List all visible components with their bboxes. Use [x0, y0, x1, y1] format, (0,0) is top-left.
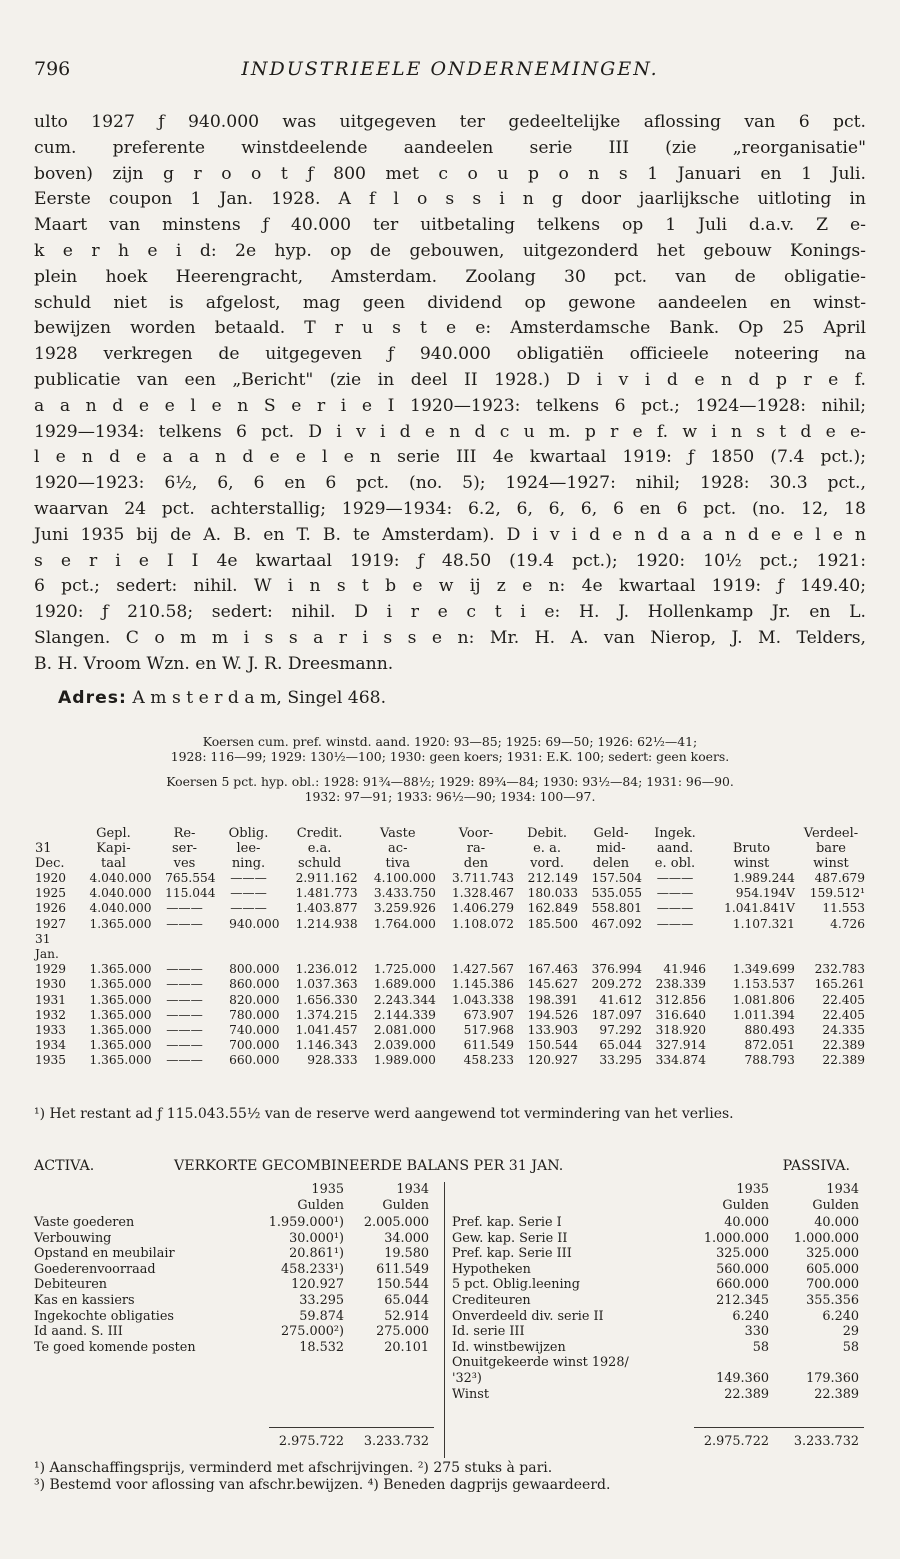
body-line: B. H. Vroom Wzn. en W. J. R. Dreesmann. [34, 653, 394, 674]
table-cell: 212.149 [527, 871, 579, 885]
share-price-line: Koersen cum. pref. winstd. aand. 1920: 93—85; 1925: 69—50; 1926: 62½—41; [202, 734, 698, 749]
table-cell: 1.989.000 [373, 1053, 436, 1068]
activa-item: Te goed komende posten [34, 1339, 196, 1355]
total-rule [269, 1427, 434, 1428]
body-line: s e r i e I I 4e kwartaal 1919: ƒ 48.50 (19.4 pct.); 1920: 10½ pct.; 1921: [34, 550, 866, 571]
table-cell: ——— [656, 901, 694, 916]
period-label: 31 [35, 931, 51, 946]
table-cell: 2.081.000 [373, 1023, 436, 1038]
table-cell: 1.107.321 [732, 916, 795, 931]
table-cell: 22.405 [822, 1007, 865, 1022]
activa-1934: 611.549 [376, 1261, 429, 1277]
table-row [34, 886, 866, 901]
table-cell: 180.033 [527, 886, 579, 901]
page-number: 796 [34, 58, 71, 80]
body-line: 1928 verkregen de uitgegeven ƒ 940.000 obligatiën officieele noteering na [34, 344, 866, 365]
unit-header: Gulden [297, 1198, 344, 1213]
footnotes [34, 1460, 866, 1494]
table-cell: 238.339 [655, 977, 706, 992]
column-header: e. a. [533, 841, 561, 856]
table-cell: 673.907 [463, 1007, 515, 1022]
activa-1934: 2.005.000 [363, 1215, 429, 1230]
column-header: ac- [388, 841, 408, 856]
column-header: Re- [173, 826, 196, 841]
year-header: 1934 [826, 1182, 859, 1197]
passiva-item: Crediteuren [452, 1293, 531, 1308]
table-cell: 1.153.537 [732, 977, 795, 992]
table-cell: 558.801 [591, 901, 643, 916]
table-cell: ——— [656, 886, 694, 901]
table-cell: 611.549 [463, 1038, 515, 1053]
body-line: l e n d e a a n d e e l e n serie III 4e kwartaal 1919: ƒ 1850 (7.4 pct.); [34, 447, 866, 468]
table-cell: 327.914 [655, 1038, 706, 1053]
passiva-1934: 58 [842, 1339, 859, 1355]
column-header: Verdeel- [803, 826, 859, 841]
table-cell: 133.903 [527, 1023, 579, 1038]
activa-1935: 275.000²) [280, 1324, 344, 1340]
table-cell: 318.920 [655, 1023, 706, 1038]
activa-item: Id aand. S. III [34, 1324, 123, 1340]
table-cell: 4.100.000 [373, 871, 436, 885]
table-cell: 1.041.457 [295, 1023, 358, 1038]
passiva-1935: 1.000.000 [703, 1230, 769, 1246]
passiva-1935: 325.000 [716, 1246, 769, 1262]
activa-1935: 1.959.000¹) [268, 1215, 344, 1230]
activa-item: Vaste goederen [34, 1215, 135, 1230]
activa-1934: 65.044 [384, 1293, 429, 1308]
column-header: winst [733, 856, 770, 871]
table-cell: 1.043.338 [452, 992, 515, 1007]
column-header: taal [100, 856, 126, 871]
body-line: 6 pct.; sedert: nihil. W i n s t b e w ij z e n: 4e kwartaal 1919: ƒ 149.40; [34, 576, 866, 597]
table-cell: ——— [166, 962, 203, 977]
table-cell: 740.000 [229, 1023, 280, 1038]
table-cell: 2.243.344 [373, 992, 436, 1007]
table-cell: 120.927 [527, 1053, 579, 1068]
table-cell: 22.405 [822, 992, 865, 1007]
activa-item: Debiteuren [34, 1277, 108, 1293]
table-cell: 940.000 [229, 916, 280, 931]
table-cell: 1.365.000 [89, 1023, 152, 1038]
passiva-item: '32³) [452, 1371, 482, 1386]
table-cell: 765.554 [165, 871, 216, 885]
table-cell: 1927 [35, 916, 67, 931]
table-cell: 4.040.000 [89, 871, 152, 885]
activa-1935: 33.295 [299, 1293, 344, 1308]
activa-total-1934: 3.233.732 [363, 1434, 429, 1449]
passiva-item: 5 pct. Oblig.leening [452, 1277, 580, 1293]
table-cell: 4.040.000 [89, 886, 152, 901]
passiva-1935: 58 [752, 1339, 769, 1355]
unit-header: Gulden [722, 1198, 769, 1213]
activa-1935: 18.532 [299, 1339, 344, 1355]
table-cell: 65.044 [599, 1038, 643, 1053]
activa-1934: 150.544 [376, 1277, 429, 1293]
passiva-1935: 660.000 [716, 1277, 769, 1293]
table-cell: 11.553 [822, 901, 865, 916]
column-header: winst [813, 856, 849, 871]
period-label: Jan. [35, 947, 59, 962]
activa-1935: 30.000¹) [289, 1230, 344, 1246]
activa-1934: 20.101 [384, 1339, 429, 1355]
table-cell: 1.146.343 [295, 1038, 358, 1053]
body-line: 1929—1934: telkens 6 pct. D i v i d e n d c u m. p r e f. w i n s t d e e- [34, 421, 866, 442]
column-header: Kapi- [96, 841, 131, 856]
table-cell: 198.391 [527, 992, 579, 1007]
body-line: bewijzen worden betaald. T r u s t e e: Amsterdamsche Bank. Op 25 April [34, 318, 866, 339]
table-cell: ——— [230, 901, 267, 916]
table-cell: 1930 [35, 977, 67, 992]
table-row [34, 901, 866, 916]
table-cell: 1.328.467 [452, 886, 515, 901]
table-cell: 820.000 [229, 992, 280, 1007]
table-cell: 187.097 [591, 1007, 643, 1022]
activa-1935: 120.927 [291, 1277, 344, 1293]
column-header: Vaste [379, 826, 416, 841]
passiva-item: Winst [452, 1386, 489, 1402]
passiva-1935: 560.000 [716, 1261, 769, 1277]
share-price-line: 1928: 116—99; 1929: 130½—100; 1930: geen koers; 1931: E.K. 100; sedert: geen koers. [170, 749, 730, 764]
column-header: ves [173, 856, 196, 871]
table-row [34, 917, 866, 932]
table-cell: ——— [230, 886, 267, 901]
footnote-line: ³) Bestemd voor aflossing van afschr.bewijzen. ⁴) Beneden dagprijs gewaardeerd. [34, 1477, 611, 1493]
body-line: 1920: ƒ 210.58; sedert: nihil. D i r e c t i e: H. J. Hollenkamp Jr. en L. [34, 602, 866, 623]
table-cell: 1929 [35, 962, 67, 977]
table-cell: 2.039.000 [373, 1038, 436, 1053]
column-header: delen [592, 856, 630, 871]
body-line: 1920—1923: 6½, 6, 6 en 6 pct. (no. 5); 1924—1927: nihil; 1928: 30.3 pct., [34, 473, 866, 494]
table-cell: 22.389 [822, 1053, 865, 1068]
body-line: waarvan 24 pct. achterstallig; 1929—1934: 6.2, 6, 6, 6, 6 en 6 pct. (no. 12, 18 [34, 498, 866, 519]
activa-title: ACTIVA. [34, 1158, 95, 1174]
table-cell: ——— [656, 871, 694, 885]
body-paragraph [34, 110, 866, 678]
activa-1934: 275.000 [376, 1324, 429, 1340]
table-row [34, 993, 866, 1008]
body-line: plein hoek Heerengracht, Amsterdam. Zoolang 30 pct. van de obligatie- [34, 266, 866, 287]
table-cell: 1931 [35, 992, 67, 1007]
column-header [707, 826, 796, 841]
table-cell: 4.040.000 [89, 901, 152, 916]
table-cell: 954.194V [735, 886, 795, 901]
table-cell: 660.000 [229, 1053, 280, 1068]
activa-1935: 20.861¹) [289, 1246, 344, 1262]
passiva-item: Id. serie III [452, 1324, 525, 1340]
body-line: boven) zijn g r o o t ƒ 800 met c o u p o n s 1 Januari en 1 Juli. [34, 163, 866, 184]
table-cell: 928.333 [307, 1053, 358, 1068]
table-cell: 24.335 [822, 1023, 865, 1038]
column-header: Dec. [35, 856, 65, 871]
table-row [34, 977, 866, 992]
year-header: 1934 [396, 1182, 429, 1197]
body-line: Eerste coupon 1 Jan. 1928. A f l o s s i n g door jaarlijksche uitloting in [34, 189, 866, 210]
address-label: Adres: [58, 688, 127, 708]
table-cell: 458.233 [463, 1053, 515, 1068]
table-cell: 467.092 [591, 916, 643, 931]
passiva-1934: 40.000 [814, 1215, 859, 1230]
passiva-1934: 6.240 [822, 1308, 859, 1324]
column-header: Bruto [732, 841, 771, 856]
activa-item: Kas en kassiers [34, 1293, 135, 1308]
passiva-item: Pref. kap. Serie III [452, 1246, 572, 1262]
table-cell: 1.081.806 [732, 992, 795, 1007]
table-cell: 1.349.699 [732, 962, 795, 977]
table-cell: 115.044 [165, 886, 216, 901]
passiva-1935: 22.389 [724, 1386, 769, 1402]
table-cell: ——— [166, 1007, 203, 1022]
table-cell: ——— [656, 916, 694, 931]
passiva-1935: 149.360 [716, 1371, 769, 1386]
table-cell: 1.989.244 [732, 871, 795, 885]
table-cell: 4.726 [830, 916, 865, 931]
table-cell: 1.214.938 [295, 916, 358, 931]
address-value: A m s t e r d a m, Singel 468. [132, 688, 387, 708]
column-header: e.a. [307, 841, 332, 856]
table-cell: ——— [230, 871, 267, 885]
passiva-item: Onuitgekeerde winst 1928/ [452, 1355, 629, 1371]
table-row [34, 1008, 866, 1023]
table-cell: 97.292 [599, 1023, 643, 1038]
table-cell: 209.272 [591, 977, 643, 992]
passiva-item: Hypotheken [452, 1261, 531, 1277]
balance-title: VERKORTE GECOMBINEERDE BALANS PER 31 JAN. [174, 1158, 564, 1174]
column-header: aand. [656, 841, 694, 856]
column-header: 31 [35, 841, 52, 856]
column-header: mid- [596, 841, 626, 856]
column-header: Ingek. [654, 826, 696, 841]
table-cell: 376.994 [591, 962, 643, 977]
table-cell: 1.365.000 [89, 916, 152, 931]
table-row [34, 1038, 866, 1053]
table-cell: 800.000 [229, 962, 280, 977]
activa-total-1935: 2.975.722 [278, 1434, 344, 1449]
bond-price-line: 1932: 97—91; 1933: 96½—90; 1934: 100—97. [304, 789, 596, 804]
activa-item: Verbouwing [34, 1230, 112, 1246]
table-cell: 1920 [35, 871, 67, 885]
table-cell: 880.493 [744, 1023, 795, 1038]
table-cell: ——— [166, 1038, 203, 1053]
table-cell: 1.108.072 [452, 916, 515, 931]
table-cell: ——— [166, 992, 203, 1007]
table-cell: 1.481.773 [295, 886, 358, 901]
table-cell: 145.627 [527, 977, 579, 992]
column-header: ra- [466, 841, 486, 856]
passiva-1934: 605.000 [806, 1261, 859, 1277]
table-cell: 185.500 [527, 916, 579, 931]
table-cell: 150.544 [527, 1038, 579, 1053]
activa-1935: 458.233¹) [280, 1261, 344, 1277]
table-cell: 33.295 [599, 1053, 643, 1068]
table-cell: ——— [166, 916, 203, 931]
table-cell: 1934 [35, 1038, 67, 1053]
column-divider [444, 1182, 445, 1458]
table-cell: ——— [166, 1023, 203, 1038]
table-cell: 1.011.394 [732, 1007, 795, 1022]
activa-item: Opstand en meubilair [34, 1246, 175, 1262]
table-cell: 165.261 [814, 977, 865, 992]
table-cell: 1.365.000 [89, 1007, 152, 1022]
table-cell: 1932 [35, 1007, 67, 1022]
table-cell: 1935 [35, 1053, 67, 1068]
column-header: ser- [172, 841, 197, 856]
column-header [34, 826, 74, 841]
column-header: Oblig. [228, 826, 269, 841]
table-cell: ——— [166, 1053, 203, 1068]
table-cell: 1.037.363 [295, 977, 358, 992]
bond-price-line: Koersen 5 pct. hyp. obl.: 1928: 91¾—88½; 1929: 89¾—84; 1930: 93½—84; 1931: 96—90. [166, 774, 734, 789]
passiva-1935: 6.240 [732, 1308, 769, 1324]
table-cell: 1.764.000 [373, 916, 436, 931]
passiva-1935: 212.345 [716, 1293, 769, 1308]
column-header: Gepl. [96, 826, 131, 841]
column-header: ning. [231, 856, 266, 871]
table-cell: 1.365.000 [89, 962, 152, 977]
table-cell: 3.711.743 [452, 871, 515, 885]
column-header: Credit. [296, 826, 343, 841]
table-cell: 157.504 [591, 871, 643, 885]
activa-1934: 52.914 [384, 1308, 429, 1324]
year-header: 1935 [311, 1182, 344, 1197]
table-cell: 2.911.162 [295, 871, 358, 885]
table-cell: 2.144.339 [373, 1007, 436, 1022]
table-cell: 41.946 [663, 962, 706, 977]
year-header: 1935 [736, 1182, 769, 1197]
table-cell: 41.612 [599, 992, 643, 1007]
table-cell: 700.000 [229, 1038, 280, 1053]
table-cell: 312.856 [655, 992, 706, 1007]
financial-table [34, 826, 866, 1069]
running-title: INDUSTRIEELE ONDERNEMINGEN. [241, 58, 659, 80]
table-cell: 1.236.012 [295, 962, 358, 977]
column-header: schuld [297, 856, 342, 871]
table-row [34, 962, 866, 977]
body-line: cum. preferente winstdeelende aandeelen serie III (zie „reorganisatie" [34, 137, 866, 158]
table-cell: 1.365.000 [89, 977, 152, 992]
passiva-total-1934: 3.233.732 [793, 1434, 859, 1449]
table-cell: ——— [166, 901, 203, 916]
table-cell: 162.849 [527, 901, 579, 916]
table-cell: 3.259.926 [373, 901, 436, 916]
passiva-item: Id. winstbewijzen [452, 1339, 566, 1355]
column-header: den [463, 856, 489, 871]
table-cell: 860.000 [229, 977, 280, 992]
activa-1935: 59.874 [299, 1308, 344, 1324]
body-line: k e r h e i d: 2e hyp. op de gebouwen, uitgezonderd het gebouw Konings- [34, 240, 866, 261]
column-header: vord. [530, 856, 564, 871]
table-cell: 1.725.000 [373, 962, 436, 977]
table-cell: 1933 [35, 1023, 67, 1038]
table-row [34, 871, 866, 886]
body-line: schuld niet is afgelost, mag geen dividend op gewone aandeelen en winst- [34, 292, 866, 313]
column-header: e. obl. [654, 856, 696, 871]
passiva-1934: 29 [842, 1324, 859, 1340]
passiva-1934: 700.000 [806, 1277, 859, 1293]
table-row [34, 1023, 866, 1038]
unit-header: Gulden [812, 1198, 859, 1213]
passiva-item: Gew. kap. Serie II [452, 1230, 568, 1246]
table-cell: 22.389 [822, 1038, 865, 1053]
passiva-1934: 1.000.000 [793, 1230, 859, 1246]
body-line: Slangen. C o m m i s s a r i s s e n: Mr. H. A. van Nierop, J. M. Telders, [34, 627, 866, 648]
table-cell: 1.374.215 [295, 1007, 358, 1022]
address-line [58, 688, 386, 708]
body-line: publicatie van een „Bericht" (zie in deel II 1928.) D i v i d e n d p r e f. [34, 369, 866, 390]
table-footnote: ¹) Het restant ad ƒ 115.043.55½ van de reserve werd aangewend tot vermindering van het verlies. [34, 1106, 734, 1122]
column-header: Geld- [593, 826, 629, 841]
table-cell: 232.783 [814, 962, 865, 977]
activa-1934: 34.000 [384, 1230, 429, 1246]
table-cell: 487.679 [814, 871, 865, 885]
table-cell: 1.145.386 [452, 977, 515, 992]
footnote-line: ¹) Aanschaffingsprijs, verminderd met afschrijvingen. ²) 275 stuks à pari. [34, 1460, 553, 1476]
activa-item: Goederenvoorraad [34, 1261, 156, 1277]
column-header: lee- [236, 841, 261, 856]
passiva-item: Pref. kap. Serie I [452, 1215, 562, 1230]
table-cell: 1.656.330 [295, 992, 358, 1007]
column-header: bare [815, 841, 846, 856]
body-line: ulto 1927 ƒ 940.000 was uitgegeven ter gedeeltelijke aflossing van 6 pct. [34, 112, 866, 132]
total-rule [694, 1427, 864, 1428]
column-header: Debit. [527, 826, 568, 841]
table-cell: 780.000 [229, 1007, 280, 1022]
passiva-total-1935: 2.975.722 [703, 1434, 769, 1449]
body-line: a a n d e e l e n S e r i e I 1920—1923: telkens 6 pct.; 1924—1928: nihil; [34, 395, 866, 416]
table-cell: 517.968 [463, 1023, 515, 1038]
passiva-1935: 40.000 [724, 1215, 769, 1230]
page-header [34, 58, 866, 88]
table-cell: 334.874 [655, 1053, 706, 1068]
body-line: Maart van minstens ƒ 40.000 ter uitbetaling telkens op 1 Juli d.a.v. Z e- [34, 215, 866, 236]
table-cell: 1925 [35, 886, 67, 901]
passiva-1934: 325.000 [806, 1246, 859, 1262]
table-cell: 1.689.000 [373, 977, 436, 992]
table-cell: 167.463 [527, 962, 579, 977]
table-cell: 788.793 [744, 1053, 795, 1068]
unit-header: Gulden [382, 1198, 429, 1213]
passiva-1934: 179.360 [806, 1371, 859, 1386]
passiva-1934: 355.356 [806, 1293, 859, 1308]
table-cell: 1.403.877 [295, 901, 358, 916]
table-cell: 872.051 [744, 1038, 795, 1053]
table-cell: 316.640 [655, 1007, 706, 1022]
table-cell: 1.365.000 [89, 992, 152, 1007]
table-cell: 1.365.000 [89, 1053, 152, 1068]
table-cell: 159.512¹ [809, 886, 865, 901]
table-cell: 1.041.841V [724, 901, 795, 916]
table-cell: 1.365.000 [89, 1038, 152, 1053]
table-cell: 1.427.567 [452, 962, 515, 977]
table-cell: 1926 [35, 901, 67, 916]
passiva-title: PASSIVA. [782, 1158, 850, 1174]
passiva-item: Onverdeeld div. serie II [452, 1308, 604, 1324]
passiva-1935: 330 [744, 1324, 769, 1340]
activa-1934: 19.580 [384, 1246, 429, 1262]
body-line: Juni 1935 bij de A. B. en T. B. te Amsterdam). D i v i d e n d a a n d e e l e n [34, 524, 866, 545]
passiva-1934: 22.389 [814, 1386, 859, 1402]
table-row [34, 1053, 866, 1068]
activa-item: Ingekochte obligaties [34, 1308, 174, 1324]
table-cell: 194.526 [527, 1007, 579, 1022]
table-cell: 3.433.750 [373, 886, 436, 901]
table-cell: 535.055 [591, 886, 643, 901]
table-cell: 1.406.279 [452, 901, 515, 916]
column-header: tiva [385, 856, 410, 871]
column-header: Voor- [458, 826, 494, 841]
table-cell: ——— [166, 977, 203, 992]
